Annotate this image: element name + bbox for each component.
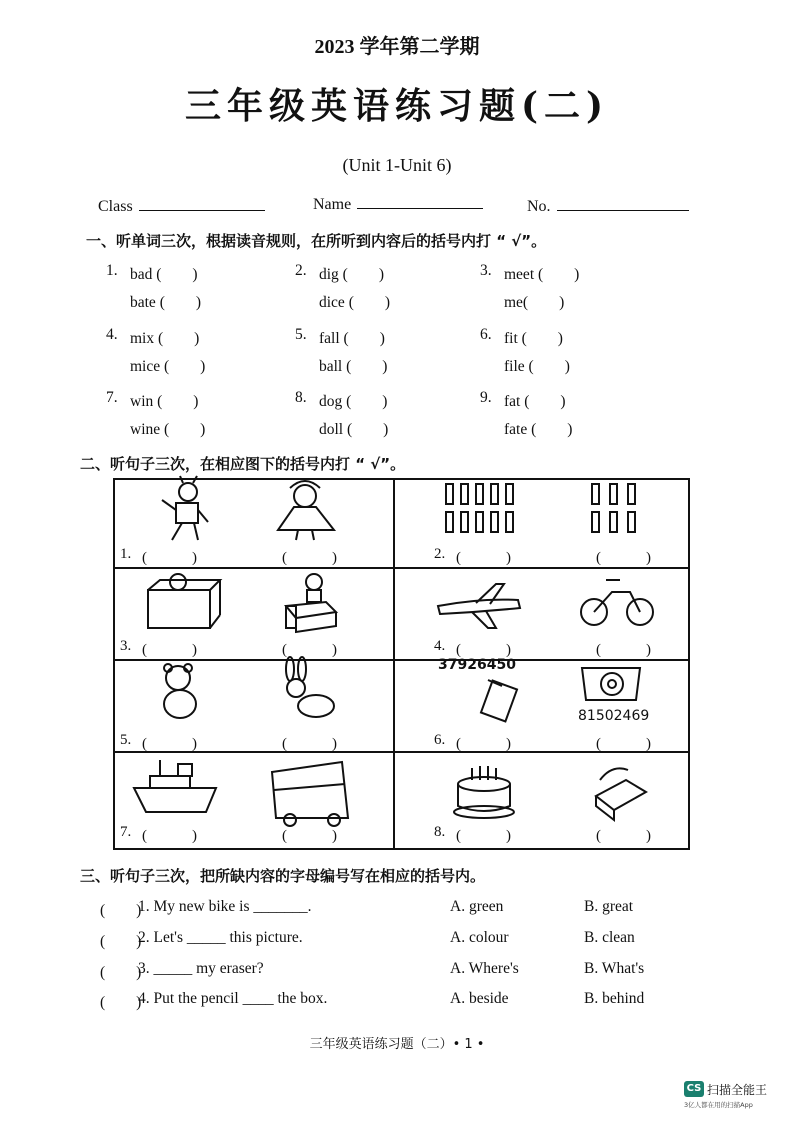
picture-item-number: 4. bbox=[434, 638, 446, 654]
phone-number-right: 81502469 bbox=[578, 708, 650, 724]
option-a[interactable]: A. Where's bbox=[450, 960, 519, 977]
word-option-a[interactable]: mix ( ) bbox=[130, 330, 200, 347]
plane-image bbox=[438, 584, 520, 628]
answer-paren[interactable]: ( ) bbox=[100, 994, 142, 1011]
answer-paren-left[interactable]: ( ) bbox=[456, 550, 511, 566]
cat-on-box-image bbox=[286, 574, 336, 632]
answer-paren-right[interactable]: ( ) bbox=[282, 642, 337, 658]
word-option-a[interactable]: win ( ) bbox=[130, 393, 199, 410]
sentence: 3. _____ my eraser? bbox=[138, 960, 264, 977]
answer-paren[interactable]: ( ) bbox=[100, 902, 142, 919]
word-option-a[interactable]: meet ( ) bbox=[504, 266, 580, 283]
sentence: 1. My new bike is _______. bbox=[138, 898, 312, 915]
birthday-cake-image bbox=[454, 766, 514, 818]
cat-in-box-image bbox=[148, 574, 220, 628]
picture-item-number: 6. bbox=[434, 732, 446, 748]
picture-item-number: 7. bbox=[120, 824, 132, 840]
option-b[interactable]: B. great bbox=[584, 898, 634, 915]
word-option-b[interactable]: fate ( ) bbox=[504, 421, 573, 438]
class-label: Class bbox=[98, 198, 133, 215]
picture-item-number: 3. bbox=[120, 638, 132, 654]
doll-image bbox=[278, 481, 334, 540]
answer-paren-left[interactable]: ( ) bbox=[456, 736, 511, 752]
word-item-number: 9. bbox=[480, 389, 492, 406]
ten-crayons-image bbox=[446, 484, 513, 532]
word-item-number: 7. bbox=[106, 389, 118, 406]
word-item-number: 1. bbox=[106, 262, 118, 279]
scanner-watermark bbox=[684, 1080, 784, 1109]
word-option-a[interactable]: fall ( ) bbox=[319, 330, 385, 347]
answer-paren-left[interactable]: ( ) bbox=[456, 642, 511, 658]
option-a[interactable]: A. green bbox=[450, 898, 504, 915]
number-label: No. bbox=[527, 198, 551, 215]
section3-instruction: 三、听句子三次，把所缺内容的字母编号写在相应的括号内。 bbox=[80, 867, 486, 885]
word-option-b[interactable]: ball ( ) bbox=[319, 358, 388, 375]
sentence: 4. Put the pencil ____ the box. bbox=[138, 990, 328, 1007]
word-item-number: 6. bbox=[480, 326, 492, 343]
word-option-b[interactable]: file ( ) bbox=[504, 358, 570, 375]
sentence: 2. Let's _____ this picture. bbox=[138, 929, 303, 946]
word-option-a[interactable]: bad ( ) bbox=[130, 266, 198, 283]
name-label: Name bbox=[313, 196, 352, 213]
answer-paren-right[interactable]: ( ) bbox=[282, 828, 337, 844]
unit-range: (Unit 1-Unit 6) bbox=[342, 155, 452, 175]
robot-image bbox=[162, 476, 208, 540]
answer-paren-right[interactable]: ( ) bbox=[282, 736, 337, 752]
picture-item-number: 2. bbox=[434, 546, 446, 562]
answer-paren[interactable]: ( ) bbox=[100, 933, 142, 950]
answer-paren-right[interactable]: ( ) bbox=[596, 736, 651, 752]
rotary-phone-image bbox=[582, 668, 640, 700]
answer-paren-right[interactable]: ( ) bbox=[596, 642, 651, 658]
picture-item-number: 5. bbox=[120, 732, 132, 748]
word-option-a[interactable]: fit ( ) bbox=[504, 330, 563, 347]
page-title: 三年级英语练习题(二) bbox=[184, 85, 610, 127]
word-option-b[interactable]: wine ( ) bbox=[130, 421, 206, 438]
ship-image bbox=[134, 760, 216, 812]
answer-paren-right[interactable]: ( ) bbox=[282, 550, 337, 566]
answer-paren-right[interactable]: ( ) bbox=[596, 828, 651, 844]
bus-image bbox=[272, 762, 348, 826]
word-option-b[interactable]: bate ( ) bbox=[130, 294, 202, 311]
bicycle-image bbox=[581, 580, 653, 625]
semester-heading: 2023 学年第二学期 bbox=[314, 36, 480, 58]
picture-item-number: 1. bbox=[120, 546, 132, 562]
word-option-b[interactable]: doll ( ) bbox=[319, 421, 389, 438]
answer-paren-right[interactable]: ( ) bbox=[596, 550, 651, 566]
word-option-b[interactable]: dice ( ) bbox=[319, 294, 391, 311]
option-b[interactable]: B. What's bbox=[584, 960, 645, 977]
word-option-b[interactable]: me( ) bbox=[504, 294, 565, 311]
picture-item-number: 8. bbox=[434, 824, 446, 840]
scanner-tagline: 3亿人都在用的扫描App bbox=[684, 1101, 753, 1109]
mobile-phone-image bbox=[481, 680, 517, 721]
answer-paren[interactable]: ( ) bbox=[100, 964, 142, 981]
word-item-number: 5. bbox=[295, 326, 307, 343]
word-item-number: 2. bbox=[295, 262, 307, 279]
word-option-a[interactable]: dog ( ) bbox=[319, 393, 388, 410]
option-b[interactable]: B. clean bbox=[584, 929, 635, 946]
word-option-a[interactable]: fat ( ) bbox=[504, 393, 566, 410]
section1-instruction: 一、听单词三次，根据读音规则，在所听到内容后的括号内打 “ √”。 bbox=[86, 232, 547, 250]
option-a[interactable]: A. colour bbox=[450, 929, 509, 946]
word-option-a[interactable]: dig ( ) bbox=[319, 266, 385, 283]
rabbit-image bbox=[286, 657, 334, 717]
option-b[interactable]: B. behind bbox=[584, 990, 645, 1007]
six-crayons-image bbox=[592, 484, 635, 532]
answer-paren-left[interactable]: ( ) bbox=[456, 828, 511, 844]
answer-paren-left[interactable]: ( ) bbox=[142, 642, 197, 658]
word-item-number: 3. bbox=[480, 262, 492, 279]
answer-paren-left[interactable]: ( ) bbox=[142, 550, 197, 566]
scanner-logo: CS bbox=[684, 1081, 704, 1097]
page-footer: 三年级英语练习题（二）• 1 • bbox=[309, 1037, 485, 1052]
phone-number-left: 37926450 bbox=[438, 657, 516, 673]
word-item-number: 4. bbox=[106, 326, 118, 343]
section2-instruction: 二、听句子三次，在相应图下的括号内打 “ √”。 bbox=[80, 455, 406, 473]
scanner-name: 扫描全能王 bbox=[707, 1082, 768, 1097]
option-a[interactable]: A. beside bbox=[450, 990, 509, 1007]
word-item-number: 8. bbox=[295, 389, 307, 406]
answer-paren-left[interactable]: ( ) bbox=[142, 828, 197, 844]
telephone-image bbox=[596, 768, 646, 820]
teddy-bear-image bbox=[164, 664, 196, 718]
word-option-b[interactable]: mice ( ) bbox=[130, 358, 206, 375]
answer-paren-left[interactable]: ( ) bbox=[142, 736, 197, 752]
